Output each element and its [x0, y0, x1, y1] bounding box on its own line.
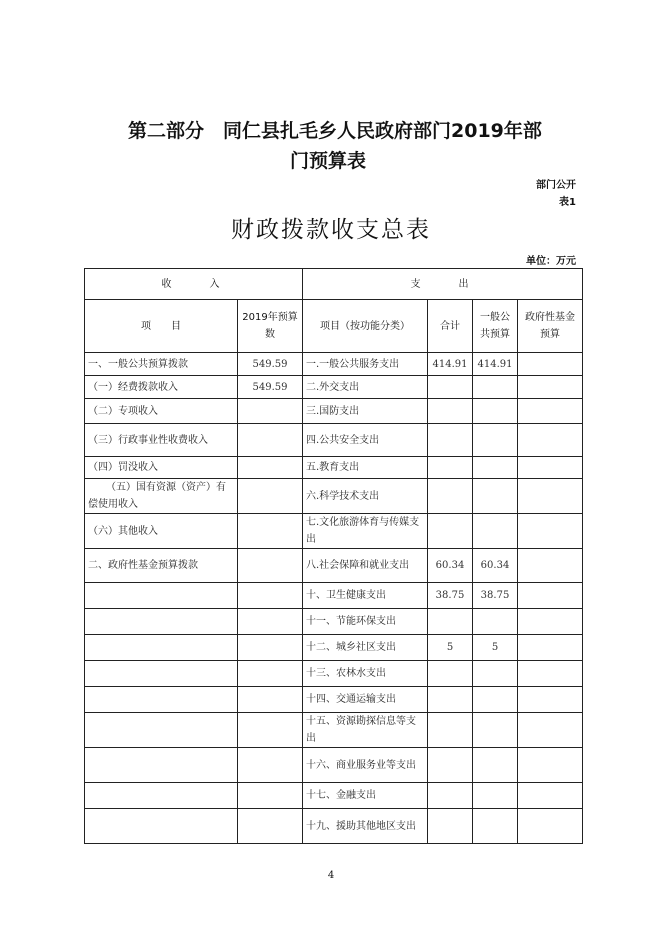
income-group-header: 收 入 — [85, 269, 303, 300]
expense-item-cell: 十一、节能环保支出 — [303, 609, 428, 635]
total-cell — [428, 514, 473, 549]
income-item-header: 项 目 — [85, 300, 238, 353]
income-item-cell — [85, 661, 238, 687]
public-note: 部门公开 — [536, 180, 576, 191]
income-item-cell: （三）行政事业性收费收入 — [85, 424, 238, 457]
fund-cell — [518, 399, 583, 424]
general-cell — [473, 609, 518, 635]
expense-item-cell: 十六、商业服务业等支出 — [303, 748, 428, 783]
expense-item-header: 项目（按功能分类） — [303, 300, 428, 353]
income-value-cell: 549.59 — [238, 376, 303, 399]
total-cell — [428, 809, 473, 844]
fund-cell — [518, 376, 583, 399]
total-cell: 60.34 — [428, 549, 473, 583]
general-cell — [473, 809, 518, 844]
income-value-cell — [238, 479, 303, 514]
income-item-cell: （四）罚没收入 — [85, 457, 238, 479]
table-row — [85, 457, 583, 479]
income-value-cell — [238, 687, 303, 713]
expense-item-cell: 四.公共安全支出 — [303, 424, 428, 457]
income-item-cell — [85, 583, 238, 609]
table-row — [85, 713, 583, 748]
income-value-cell — [238, 583, 303, 609]
fund-cell — [518, 549, 583, 583]
fund-cell — [518, 783, 583, 809]
general-cell: 414.91 — [473, 353, 518, 376]
general-cell — [473, 661, 518, 687]
expense-item-cell: 五.教育支出 — [303, 457, 428, 479]
table-row — [85, 479, 583, 514]
table-row — [85, 748, 583, 783]
fund-cell — [518, 748, 583, 783]
expense-item-cell: 六.科学技术支出 — [303, 479, 428, 514]
income-item-cell: （五）国有资源（资产）有偿使用收入 — [85, 479, 238, 514]
total-cell: 38.75 — [428, 583, 473, 609]
table-row — [85, 809, 583, 844]
income-item-cell: 二、政府性基金预算拨款 — [85, 549, 238, 583]
total-cell — [428, 457, 473, 479]
fund-cell — [518, 687, 583, 713]
income-value-cell: 549.59 — [238, 353, 303, 376]
table-row — [85, 424, 583, 457]
expense-item-cell: 八.社会保障和就业支出 — [303, 549, 428, 583]
column-header-row — [85, 300, 583, 353]
income-item-cell — [85, 748, 238, 783]
total-cell: 5 — [428, 635, 473, 661]
total-cell: 414.91 — [428, 353, 473, 376]
fund-budget-header: 政府性基金预算 — [518, 300, 583, 353]
fund-cell — [518, 609, 583, 635]
income-value-cell — [238, 514, 303, 549]
fund-cell — [518, 583, 583, 609]
table-title: 财政拨款收支总表 — [231, 217, 431, 243]
general-cell — [473, 424, 518, 457]
income-item-cell: （二）专项收入 — [85, 399, 238, 424]
table-row — [85, 549, 583, 583]
table-row — [85, 376, 583, 399]
general-cell: 60.34 — [473, 549, 518, 583]
income-value-cell — [238, 549, 303, 583]
budget-table — [84, 268, 583, 844]
expense-item-cell: 十、卫生健康支出 — [303, 583, 428, 609]
fund-cell — [518, 424, 583, 457]
general-cell: 38.75 — [473, 583, 518, 609]
expense-item-cell: 一.一般公共服务支出 — [303, 353, 428, 376]
expense-item-cell: 十七、金融支出 — [303, 783, 428, 809]
general-cell — [473, 376, 518, 399]
expense-item-cell: 七.文化旅游体育与传媒支出 — [303, 514, 428, 549]
general-cell — [473, 457, 518, 479]
table-number: 表1 — [559, 197, 576, 208]
page-title-line1: 第二部分 同仁县扎毛乡人民政府部门2019年部 — [128, 120, 542, 142]
expense-item-cell: 十九、援助其他地区支出 — [303, 809, 428, 844]
general-cell — [473, 687, 518, 713]
income-value-cell — [238, 809, 303, 844]
fund-cell — [518, 479, 583, 514]
income-value-cell — [238, 713, 303, 748]
fund-cell — [518, 457, 583, 479]
page-title — [128, 116, 598, 176]
total-cell — [428, 687, 473, 713]
income-item-cell — [85, 635, 238, 661]
total-cell — [428, 783, 473, 809]
income-value-cell — [238, 399, 303, 424]
income-value-cell — [238, 661, 303, 687]
page-title-line2: 门预算表 — [290, 150, 367, 172]
income-item-cell — [85, 809, 238, 844]
expense-group-header: 支 出 — [303, 269, 583, 300]
expense-item-cell: 十四、交通运输支出 — [303, 687, 428, 713]
total-cell — [428, 661, 473, 687]
income-value-cell — [238, 424, 303, 457]
table-row — [85, 609, 583, 635]
expense-item-cell: 十五、资源勘探信息等支出 — [303, 713, 428, 748]
income-value-cell — [238, 457, 303, 479]
income-budget-header: 2019年预算数 — [238, 300, 303, 353]
income-item-cell — [85, 713, 238, 748]
general-cell: 5 — [473, 635, 518, 661]
expense-item-cell: 三.国防支出 — [303, 399, 428, 424]
group-header-row — [85, 269, 583, 300]
total-header: 合计 — [428, 300, 473, 353]
general-cell — [473, 399, 518, 424]
table-row — [85, 399, 583, 424]
expense-item-cell: 十三、农林水支出 — [303, 661, 428, 687]
total-cell — [428, 424, 473, 457]
general-cell — [473, 783, 518, 809]
fund-cell — [518, 809, 583, 844]
income-item-cell — [85, 783, 238, 809]
total-cell — [428, 609, 473, 635]
table-row — [85, 661, 583, 687]
fund-cell — [518, 353, 583, 376]
expense-item-cell: 十二、城乡社区支出 — [303, 635, 428, 661]
income-item-cell: （六）其他收入 — [85, 514, 238, 549]
income-value-cell — [238, 783, 303, 809]
income-item-cell — [85, 687, 238, 713]
general-cell — [473, 479, 518, 514]
fund-cell — [518, 635, 583, 661]
total-cell — [428, 399, 473, 424]
income-item-cell: 一、一般公共预算拨款 — [85, 353, 238, 376]
income-value-cell — [238, 635, 303, 661]
fund-cell — [518, 713, 583, 748]
general-cell — [473, 514, 518, 549]
general-cell — [473, 748, 518, 783]
table-row — [85, 687, 583, 713]
expense-item-cell: 二.外交支出 — [303, 376, 428, 399]
unit-note: 单位：万元 — [526, 256, 576, 267]
total-cell — [428, 479, 473, 514]
fund-cell — [518, 661, 583, 687]
income-value-cell — [238, 609, 303, 635]
table-row — [85, 353, 583, 376]
table-row — [85, 783, 583, 809]
general-cell — [473, 713, 518, 748]
income-item-cell — [85, 609, 238, 635]
table-row — [85, 583, 583, 609]
general-public-header: 一般公共预算 — [473, 300, 518, 353]
table-row — [85, 514, 583, 549]
fund-cell — [518, 514, 583, 549]
total-cell — [428, 748, 473, 783]
income-value-cell — [238, 748, 303, 783]
table-row — [85, 635, 583, 661]
total-cell — [428, 713, 473, 748]
total-cell — [428, 376, 473, 399]
income-item-cell: （一）经费拨款收入 — [85, 376, 238, 399]
page-number: 4 — [327, 870, 335, 881]
